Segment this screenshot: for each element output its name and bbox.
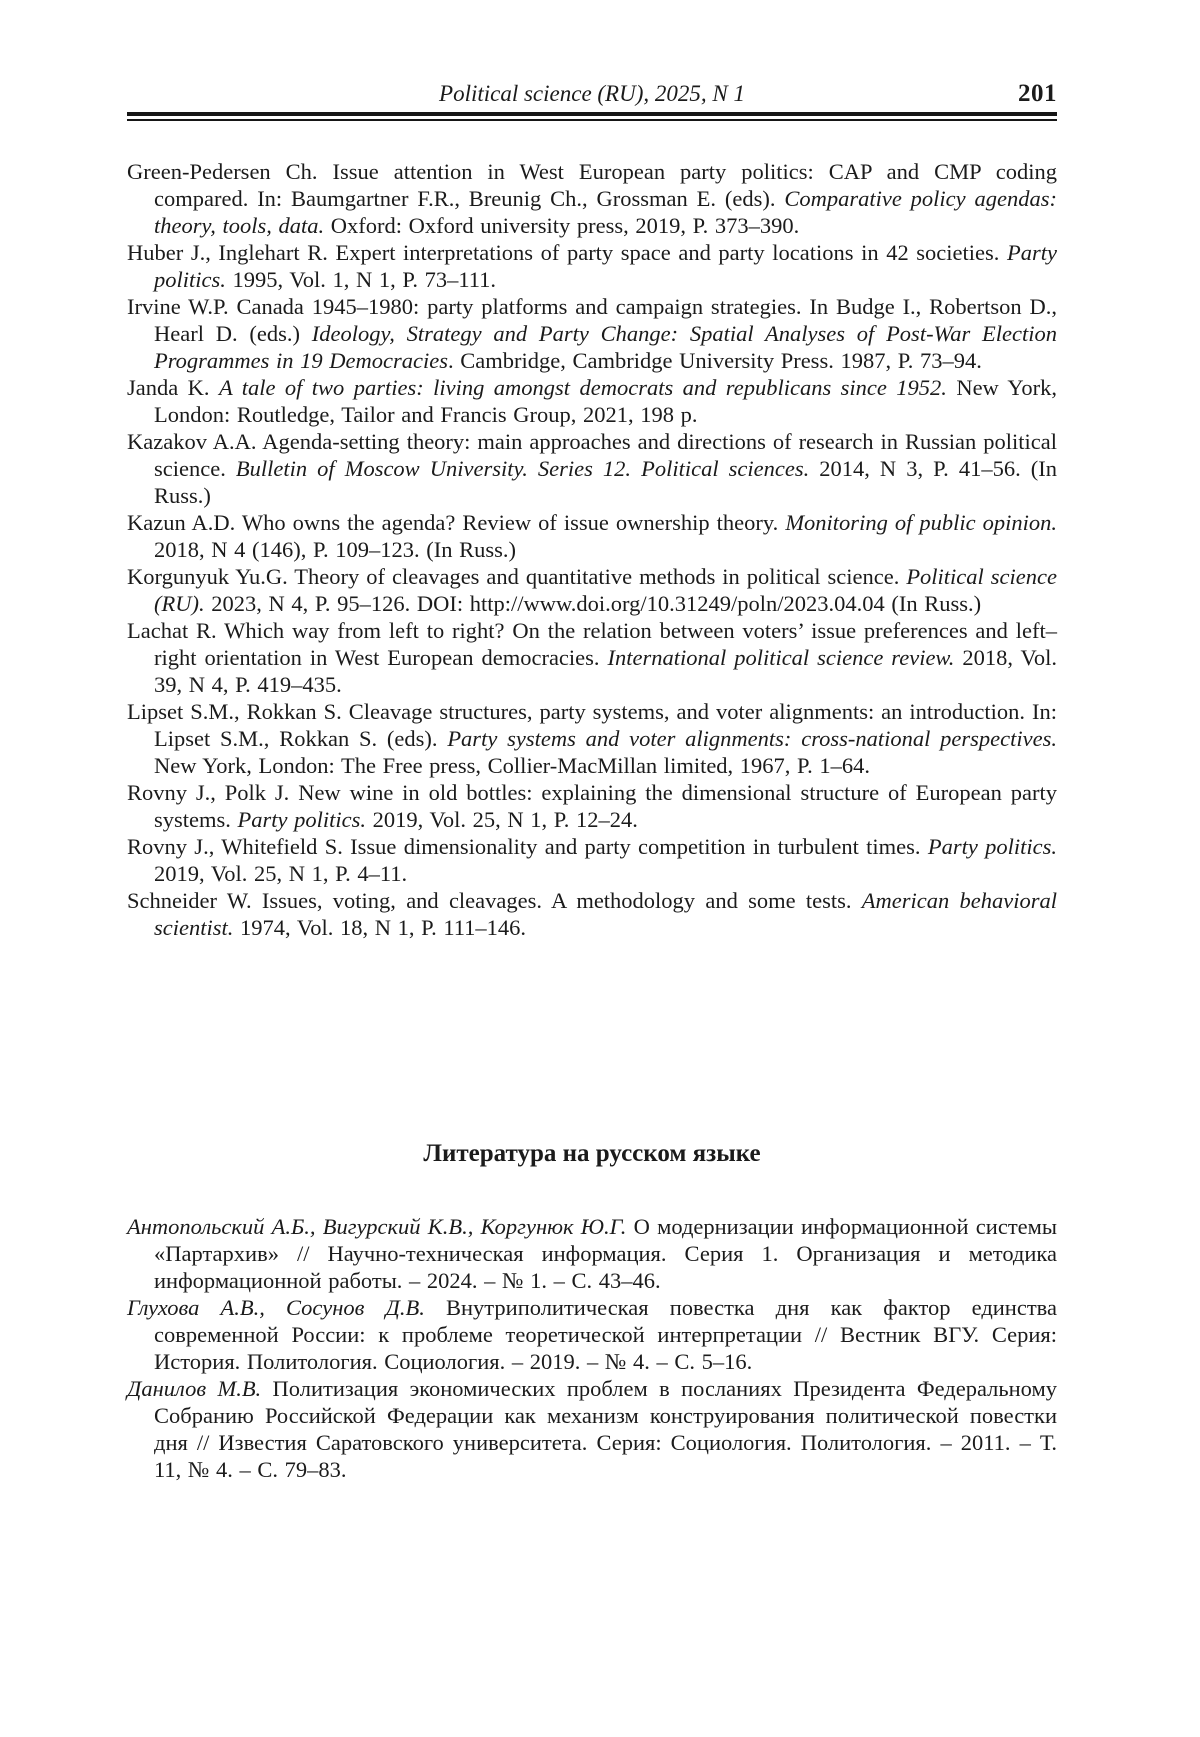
reference-text-segment: Irvine W.P. Canada 1945–1980: party platforms and campaign strategies. In Budge I., Robertson D., Hearl D. (eds.)	[127, 294, 1057, 346]
reference-text-segment: Lachat R. Which way from left to right? On the relation between voters’ issue preferences and left–right orientation in West European democracies.	[127, 618, 1057, 670]
reference-text-segment: Rovny J., Whitefield S. Issue dimensionality and party competition in turbulent times.	[127, 834, 928, 859]
header-rule	[127, 112, 1057, 121]
reference-text-segment: 1995, Vol. 1, N 1, P. 73–111.	[225, 267, 497, 292]
reference-item	[127, 374, 1057, 428]
page-content	[127, 0, 1057, 1483]
reference-text-segment: Schneider W. Issues, voting, and cleavages. A methodology and some tests.	[127, 888, 862, 913]
reference-text-segment: Lipset S.M., Rokkan S. Cleavage structures, party systems, and voter alignments: an introduction. In: Lipset S.M., Rokkan S. (eds).	[127, 699, 1057, 751]
reference-text-segment: Green-Pedersen Ch. Issue attention in West European party politics: CAP and CMP coding compared. In: Baumgartner F.R., Breunig Ch., Grossman E. (eds).	[127, 159, 1057, 211]
reference-text-segment: Janda K.	[127, 375, 219, 400]
reference-text-segment: New York, London: Routledge, Tailor and Francis Group, 2021, 198 p.	[154, 375, 1058, 427]
page-header	[127, 80, 1057, 108]
reference-italic-segment: Political science (RU).	[154, 564, 1057, 616]
reference-text-segment: Политизация экономических проблем в посланиях Президента Федеральному Собранию Российской Федерации как механизм конструирования политической повестки дня // Известия Саратовского университета. Серия: Социология. Политология. – 2011. – Т. 11, № 4. – С. 79–83.	[154, 1376, 1057, 1482]
reference-text-segment: 2018, N 4 (146), P. 109–123. (In Russ.)	[154, 537, 517, 562]
reference-italic-segment: Comparative policy agendas: theory, tools, data.	[154, 186, 1057, 238]
reference-text-segment: New York, London: The Free press, Collier-MacMillan limited, 1967, P. 1–64.	[154, 753, 870, 778]
reference-item	[127, 779, 1057, 833]
references-english	[127, 158, 1057, 941]
reference-text-segment: . Cambridge, Cambridge University Press. 1987, P. 73–94.	[448, 348, 982, 373]
reference-italic-segment: Антопольский А.Б., Вигурский К.В., Коргунюк Ю.Г.	[127, 1214, 627, 1239]
reference-text-segment: О модернизации информационной системы «Партархив» // Научно-техническая информация. Серия 1. Организация и методика информационной работы. – 2024. – № 1. – С. 43–46.	[154, 1214, 1057, 1293]
reference-item	[127, 509, 1057, 563]
reference-item	[127, 158, 1057, 239]
reference-item	[127, 239, 1057, 293]
reference-item	[127, 698, 1057, 779]
reference-text-segment: 2023, N 4, P. 95–126. DOI: http://www.doi.org/10.31249/poln/2023.04.04 (In Russ.)	[204, 591, 982, 616]
reference-italic-segment: American behavioral scientist.	[154, 888, 1057, 940]
reference-text-segment: Oxford: Oxford university press, 2019, P. 373–390.	[324, 213, 800, 238]
reference-item	[127, 1375, 1057, 1483]
reference-item	[127, 563, 1057, 617]
reference-item	[127, 833, 1057, 887]
reference-italic-segment: Данилов М.В.	[127, 1376, 262, 1401]
reference-italic-segment: Party politics.	[154, 240, 1057, 292]
reference-text-segment: Huber J., Inglehart R. Expert interpretations of party space and party locations in 42 societies.	[127, 240, 1007, 265]
reference-text-segment: Внутриполитическая повестка дня как фактор единства современной России: к проблеме теоретической интерпретации // Вестник ВГУ. Серия: История. Политология. Социология. – 2019. – № 4. – С. 5–16.	[154, 1295, 1057, 1374]
reference-italic-segment: Глухова А.В., Сосунов Д.В.	[127, 1295, 425, 1320]
reference-item	[127, 293, 1057, 374]
reference-italic-segment: Monitoring of public opinion.	[785, 510, 1057, 535]
reference-italic-segment: A tale of two parties: living amongst democrats and republicans since 1952.	[218, 375, 947, 400]
reference-italic-segment: Party politics.	[927, 834, 1057, 859]
reference-text-segment: 2014, N 3, P. 41–56. (In Russ.)	[154, 456, 1057, 508]
reference-italic-segment: Party politics.	[237, 807, 367, 832]
reference-italic-segment: International political science review.	[607, 645, 955, 670]
reference-text-segment: 1974, Vol. 18, N 1, P. 111–146.	[233, 915, 527, 940]
reference-text-segment: 2019, Vol. 25, N 1, P. 12–24.	[366, 807, 638, 832]
russian-literature-heading: Литература на русском языке	[423, 1140, 761, 1167]
reference-text-segment: Kazun A.D. Who owns the agenda? Review of issue ownership theory.	[127, 510, 786, 535]
reference-text-segment: 2019, Vol. 25, N 1, P. 4–11.	[154, 861, 408, 886]
page-number: 201	[1018, 80, 1057, 107]
reference-item	[127, 1294, 1057, 1375]
reference-text-segment: Rovny J., Polk J. New wine in old bottles: explaining the dimensional structure of European party systems.	[127, 780, 1057, 832]
reference-italic-segment: Ideology, Strategy and Party Change: Spatial Analyses of Post-War Election Programmes in 19 Democracies	[154, 321, 1057, 373]
reference-item	[127, 887, 1057, 941]
reference-text-segment: 2018, Vol. 39, N 4, P. 419–435.	[154, 645, 1058, 697]
reference-item	[127, 1213, 1057, 1294]
reference-italic-segment: Bulletin of Moscow University. Series 12. Political sciences.	[235, 456, 810, 481]
journal-title: Political science (RU), 2025, N 1	[439, 81, 745, 106]
reference-item	[127, 428, 1057, 509]
reference-text-segment: Kazakov A.A. Agenda-setting theory: main approaches and directions of research in Russian political science.	[127, 429, 1057, 481]
reference-item	[127, 617, 1057, 698]
reference-italic-segment: Party systems and voter alignments: cross-national perspectives.	[447, 726, 1057, 751]
references-russian	[127, 1213, 1057, 1483]
reference-text-segment: Korgunyuk Yu.G. Theory of cleavages and quantitative methods in political science.	[127, 564, 907, 589]
